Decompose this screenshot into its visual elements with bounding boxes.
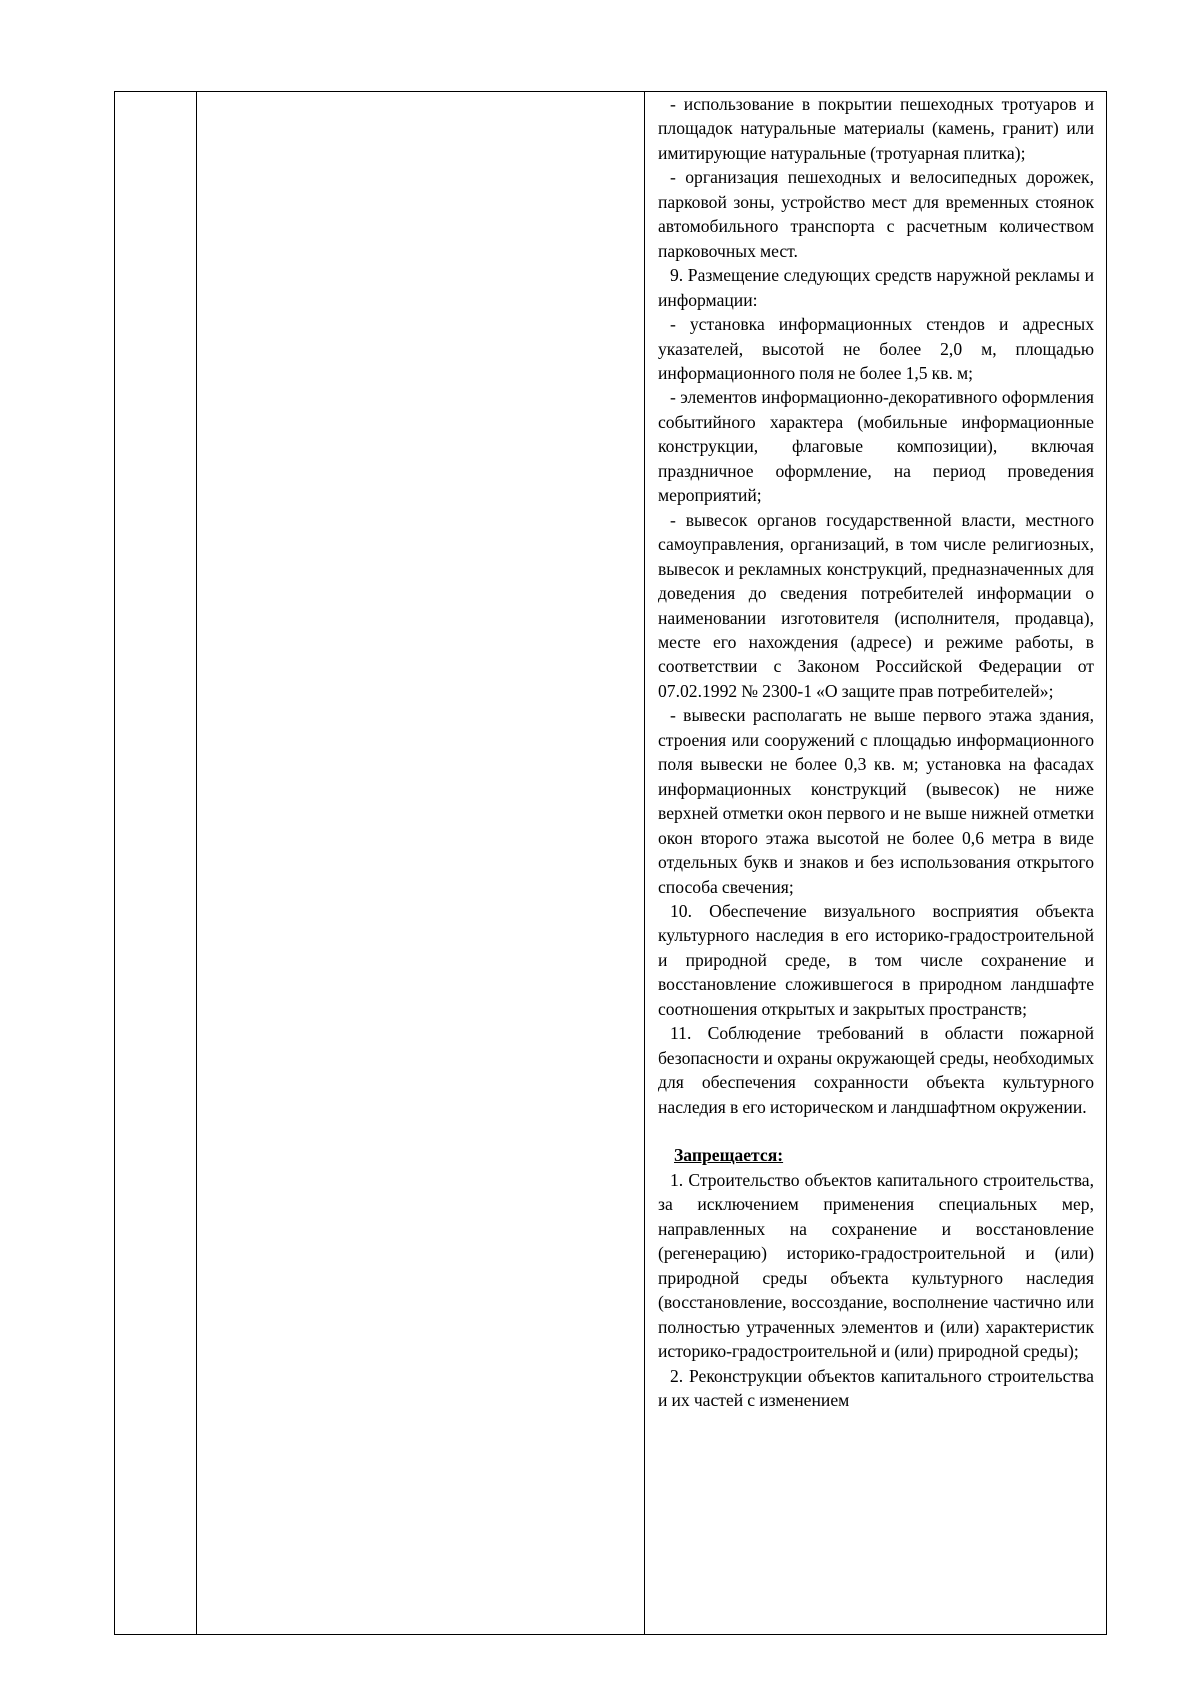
object-name-cell	[197, 92, 645, 1635]
requirement-paragraph: - вывесок органов государственной власти, местного самоуправления, организаций, в том числе религиозных, вывесок и рекламных конструкций, предназначенных для доведения до сведения потребителей информации о наименовании изготовителя (исполнителя, продавца), месте его нахождения (адресе) и режиме работы, в соответствии с Законом Российской Федерации от 07.02.1992 № 2300-1 «О защите прав потребителей»;	[658, 509, 1094, 701]
table-row	[115, 92, 1107, 1635]
prohibited-paragraph: 2. Реконструкции объектов капитального строительства и их частей с изменением	[658, 1365, 1094, 1410]
requirement-paragraph: 10. Обеспечение визуального восприятия объекта культурного наследия в его историко-градостроительной и природной среде, в том числе сохранение и восстановление сложившегося в природном ландшафте соотношения открытых и закрытых пространств;	[658, 900, 1094, 1019]
prohibited-paragraph: 1. Строительство объектов капитального строительства, за исключением применения специальных мер, направленных на сохранение и восстановление (регенерацию) историко-градостроительной и (или) природной среды объекта культурного наследия (восстановление, воссоздание, восполнение частично или полностью утраченных элементов и (или) характеристик историко-градостроительной и (или) природной среды);	[658, 1169, 1094, 1362]
requirement-paragraph: - установка информационных стендов и адресных указателей, высотой не более 2,0 м, площадью информационного поля не более 1,5 кв. м;	[658, 314, 1094, 383]
requirement-paragraph: - организация пешеходных и велосипедных дорожек, парковой зоны, устройство мест для временных стоянок автомобильного транспорта с расчетным количеством парковочных мест.	[658, 167, 1094, 261]
number-cell	[115, 92, 197, 1635]
requirements-text	[658, 92, 1094, 1412]
blank-line	[658, 1119, 1094, 1143]
requirement-paragraph: - элементов информационно-декоративного оформления событийного характера (мобильные информационные конструкции, флаговые композиции), включая праздничное оформление, на период проведения мероприятий;	[658, 387, 1094, 506]
requirements-cell	[645, 92, 1107, 1635]
requirement-paragraph: - вывески располагать не выше первого этажа здания, строения или сооружений с площадью информационного поля вывески не более 0,3 кв. м; установка на фасадах информационных конструкций (вывесок) не ниже верхней отметки окон первого и не выше нижней отметки окон второго этажа высотой не более 0,6 метра в виде отдельных букв и знаков и без использования открытого способа свечения;	[658, 705, 1094, 897]
requirement-paragraph: 9. Размещение следующих средств наружной рекламы и информации:	[658, 265, 1094, 310]
requirements-table	[114, 91, 1107, 1635]
requirement-paragraph: - использование в покрытии пешеходных тротуаров и площадок натуральные материалы (камень, гранит) или имитирующие натуральные (тротуарная плитка);	[658, 94, 1094, 163]
prohibited-heading: Запрещается:	[674, 1145, 784, 1166]
requirement-paragraph: 11. Соблюдение требований в области пожарной безопасности и охраны окружающей среды, необходимых для обеспечения сохранности объекта культурного наследия в его историческом и ландшафтном окружении.	[658, 1023, 1094, 1117]
